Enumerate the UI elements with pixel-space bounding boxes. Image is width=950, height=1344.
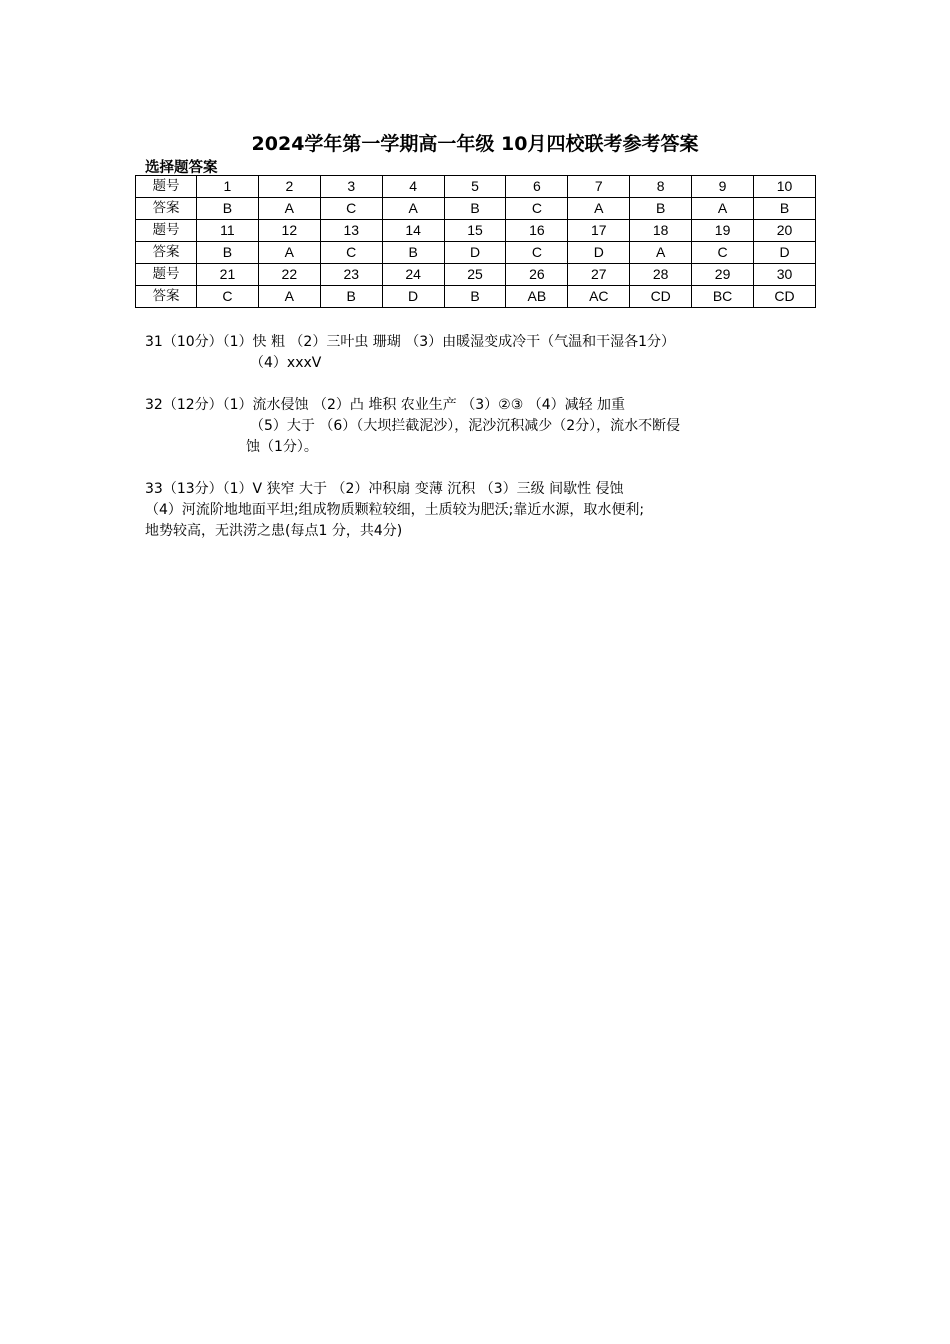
- answer-cell: D: [754, 242, 816, 264]
- question-number-cell: 2: [258, 176, 320, 198]
- row-header-answer: 答案: [136, 286, 197, 308]
- question-number-cell: 16: [506, 220, 568, 242]
- answer-cell: B: [197, 198, 259, 220]
- question-number-cell: 3: [320, 176, 382, 198]
- answer-cell: D: [382, 286, 444, 308]
- q33-line-2: （4）河流阶地地面平坦;组成物质颗粒较细，土质较为肥沃;靠近水源，取水便利;: [145, 502, 645, 518]
- question-number-cell: 23: [320, 264, 382, 286]
- q33-line-3: 地势较高，无洪涝之患(每点1 分，共4分): [145, 523, 403, 539]
- answer-cell: A: [692, 198, 754, 220]
- question-number-cell: 13: [320, 220, 382, 242]
- table-row-numbers-1: [136, 176, 816, 198]
- answer-cell: B: [197, 242, 259, 264]
- row-header-number: 题号: [136, 176, 197, 198]
- answer-cell: AB: [506, 286, 568, 308]
- question-number-cell: 8: [630, 176, 692, 198]
- section-label-multiple-choice: 选择题答案: [145, 160, 218, 176]
- row-header-answer: 答案: [136, 198, 197, 220]
- answer-cell: A: [568, 198, 630, 220]
- question-number-cell: 18: [630, 220, 692, 242]
- question-number-cell: 4: [382, 176, 444, 198]
- question-number-cell: 29: [692, 264, 754, 286]
- answer-cell: AC: [568, 286, 630, 308]
- answer-cell: B: [320, 286, 382, 308]
- answer-cell: A: [382, 198, 444, 220]
- answer-cell: BC: [692, 286, 754, 308]
- q32-line-3: 蚀（1分）。: [246, 439, 318, 455]
- question-number-cell: 25: [444, 264, 506, 286]
- answer-cell: CD: [754, 286, 816, 308]
- answer-cell: B: [754, 198, 816, 220]
- answer-table: [135, 175, 816, 308]
- answer-cell: D: [568, 242, 630, 264]
- row-header-number: 题号: [136, 220, 197, 242]
- answer-cell: C: [692, 242, 754, 264]
- answer-cell: A: [630, 242, 692, 264]
- answer-cell: A: [258, 198, 320, 220]
- table-row-answers-1: [136, 198, 816, 220]
- question-number-cell: 24: [382, 264, 444, 286]
- answer-cell: C: [320, 198, 382, 220]
- answer-cell: C: [506, 242, 568, 264]
- q32-line-2: （5）大于 （6）（大坝拦截泥沙），泥沙沉积减少（2分），流水不断侵: [250, 418, 681, 434]
- question-number-cell: 27: [568, 264, 630, 286]
- q32-line-1: 32（12分）（1）流水侵蚀 （2）凸 堆积 农业生产 （3）②③ （4）减轻 加重: [145, 397, 626, 413]
- answer-cell: A: [258, 286, 320, 308]
- row-header-answer: 答案: [136, 242, 197, 264]
- question-number-cell: 22: [258, 264, 320, 286]
- question-number-cell: 9: [692, 176, 754, 198]
- answer-cell: C: [320, 242, 382, 264]
- q31-line-2: （4）xxxV: [250, 355, 322, 371]
- question-number-cell: 5: [444, 176, 506, 198]
- question-number-cell: 15: [444, 220, 506, 242]
- question-number-cell: 19: [692, 220, 754, 242]
- answer-cell: C: [506, 198, 568, 220]
- answer-cell: A: [258, 242, 320, 264]
- row-header-number: 题号: [136, 264, 197, 286]
- page-title: 2024学年第一学期高一年级 10月四校联考参考答案: [251, 133, 699, 155]
- table-row-answers-2: [136, 242, 816, 264]
- question-number-cell: 10: [754, 176, 816, 198]
- answer-cell: CD: [630, 286, 692, 308]
- answer-cell: B: [444, 286, 506, 308]
- table-row-numbers-3: [136, 264, 816, 286]
- answer-cell: D: [444, 242, 506, 264]
- question-number-cell: 12: [258, 220, 320, 242]
- question-number-cell: 14: [382, 220, 444, 242]
- table-row-answers-3: [136, 286, 816, 308]
- table-row-numbers-2: [136, 220, 816, 242]
- q31-line-1: 31（10分）（1）快 粗 （2）三叶虫 珊瑚 （3）由暖湿变成冷干（气温和干湿各1分）: [145, 334, 676, 350]
- question-number-cell: 7: [568, 176, 630, 198]
- question-number-cell: 21: [197, 264, 259, 286]
- q33-line-1: 33（13分）（1）V 狭窄 大于 （2）冲积扇 变薄 沉积 （3）三级 间歇性 侵蚀: [145, 481, 624, 497]
- answer-cell: C: [197, 286, 259, 308]
- answer-cell: B: [444, 198, 506, 220]
- question-number-cell: 30: [754, 264, 816, 286]
- answer-cell: B: [630, 198, 692, 220]
- question-number-cell: 11: [197, 220, 259, 242]
- question-number-cell: 20: [754, 220, 816, 242]
- answer-cell: B: [382, 242, 444, 264]
- question-number-cell: 1: [197, 176, 259, 198]
- question-number-cell: 6: [506, 176, 568, 198]
- question-number-cell: 17: [568, 220, 630, 242]
- question-number-cell: 26: [506, 264, 568, 286]
- question-number-cell: 28: [630, 264, 692, 286]
